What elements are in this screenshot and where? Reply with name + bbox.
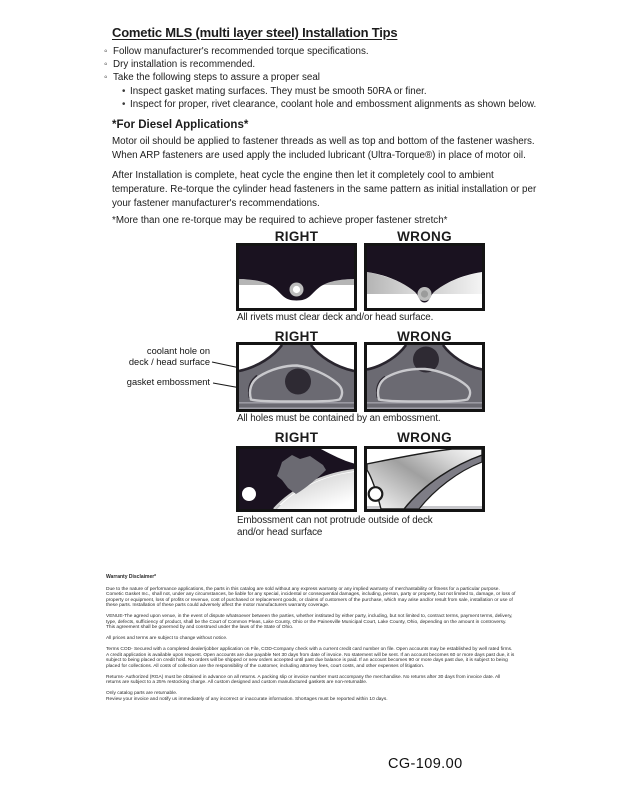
bullet-text: Inspect for proper, rivet clearance, coolant hole and embossment alignments as shown below. [130, 98, 537, 110]
warranty-paragraph-venue: VENUE-The agreed upon venue, in the event of dispute whatsoever between the parties, whether instituted by either party, including, but not limited to, contract terms, payment terms, delivery, type, defects, sufficiency of product, shall be the Court of Common Pleas, Lake County, Ohio or the Painesville Municipal Court, Lake County, Ohio, depending on the amount in controversy. [106, 614, 513, 625]
warranty-paragraph-prices: All prices and terms are subject to change without notice. [106, 636, 228, 641]
page-code: CG-109.00 [388, 756, 463, 772]
warranty-paragraph-liability: Due to the nature of performance applications, the parts in this catalog are sold without any express warranty or any implied warranty of merchantability or fitness for a particular purpose. Cometic Gasket Inc., shall not, under any circumstances, be liable for any special, incidental or consequential damages, including, person, party or property, but not limited to, damage, or loss of property or equipment, loss of profits or revenue, cost of purchased or replacement goods, or claims of customers of the purchase, which may arise and/or result from sale, installation or use of these parts. Installation of these parts could adversely affect the motor manufacturers warranty coverage. [106, 586, 516, 608]
list-item [104, 98, 549, 111]
warranty-paragraph-returns: Returns- Authorized (RGA) must be obtained in advance on all returns. A packing slip or invoice number must accompany the merchandise. No returns after 30 days from invoice date. All returns are subject to a 25% restocking charge. All custom designed and custom manufactured gaskets are non-returnable. [106, 674, 501, 685]
diesel-section-heading: *For Diesel Applications* [112, 119, 249, 131]
row2-caption: All holes must be contained by an embossment. [237, 413, 441, 424]
list-item [104, 58, 549, 71]
bullet-text: Take the following steps to assure a proper seal [113, 72, 320, 84]
retorque-note: *More than one re-torque may be required to achieve proper fastener stretch* [112, 215, 448, 226]
list-item [104, 45, 549, 58]
bullet-list [104, 45, 549, 111]
sub-bullet-marker-icon: • [122, 85, 126, 97]
page-title: Cometic MLS (multi layer steel) Installation Tips [112, 25, 398, 40]
warranty-paragraph-catalog: Only catalog parts are returnable. [106, 691, 178, 696]
bullet-text: Dry installation is recommended. [113, 59, 256, 71]
embossment-protrusion-wrong-diagram [364, 446, 485, 512]
row1-right-header: RIGHT [274, 229, 319, 244]
row2-wrong-header: WRONG [397, 329, 452, 344]
gasket-embossment-label: gasket embossment [126, 377, 210, 387]
warranty-paragraph-terms: Terms COD- Secured with a completed dealer/jobber application on File, COD-Company check with a current credit card number on file. Open accounts may be established by well rated firms. A credit application is available upon request. Open accounts are due payable Net 30 days from date of invoice. No statement will be sent. If an account becomes 60 or more days past due, it is subject to being placed on credit hold. No orders will be shipped or new orders accepted until past due balance is paid. If an account becomes 90 or more days past due, it is subject to being placed for collections. All costs of collection are the responsibility of the customer, including attorney fees, court costs, and other expenses of litigation. [106, 647, 515, 669]
warranty-paragraph-review: Review your invoice and notify us immediately of any incorrect or inaccurate information. Shortages must be reported within 10 days. [106, 696, 388, 702]
bullet-marker-icon: ◦ [104, 72, 108, 84]
diesel-paragraph-2: After Installation is complete, heat cycle the engine then let it completely cool to ambient temperature. Re-torque the cylinder head fasteners in the same pattern as initial installation or per your fastener manufacturer's recommendations. [112, 170, 537, 209]
sub-bullet-marker-icon: • [122, 98, 126, 110]
warranty-disclaimer [106, 575, 516, 702]
warranty-heading: Warranty Disclaimer* [106, 574, 157, 580]
embossment-containment-wrong-diagram [364, 342, 485, 412]
row3-wrong-header: WRONG [397, 430, 452, 445]
rivet-clearance-wrong-diagram [364, 243, 485, 311]
coolant-hole-label: coolant hole on deck / head surface [128, 346, 210, 367]
row2-right-header: RIGHT [274, 329, 319, 344]
warranty-paragraph-governing: This agreement shall be governed by and construed under the laws of the State of Ohio. [106, 625, 294, 630]
diesel-paragraph-1: Motor oil should be applied to fastener threads as well as top and bottom of the fastener washers. When ARP fasteners are used apply the included lubricant (Ultra-Torque®) in place of motor oil. [112, 136, 535, 161]
row3-right-header: RIGHT [274, 430, 319, 445]
bullet-text: Inspect gasket mating surfaces. They must be smooth 50RA or finer. [130, 85, 427, 97]
rivet-clearance-right-diagram [236, 243, 357, 311]
row3-caption: Embossment can not protrude outside of deck and/or head surface [237, 515, 433, 538]
bullet-text: Follow manufacturer's recommended torque specifications. [113, 46, 369, 57]
bullet-marker-icon: ◦ [104, 59, 108, 71]
row1-caption: All rivets must clear deck and/or head surface. [237, 312, 434, 323]
embossment-containment-right-diagram [236, 342, 357, 412]
list-item [104, 71, 549, 84]
embossment-protrusion-right-diagram [236, 446, 357, 512]
row1-wrong-header: WRONG [397, 229, 452, 244]
list-item [104, 85, 549, 98]
bullet-marker-icon: ◦ [104, 46, 108, 57]
